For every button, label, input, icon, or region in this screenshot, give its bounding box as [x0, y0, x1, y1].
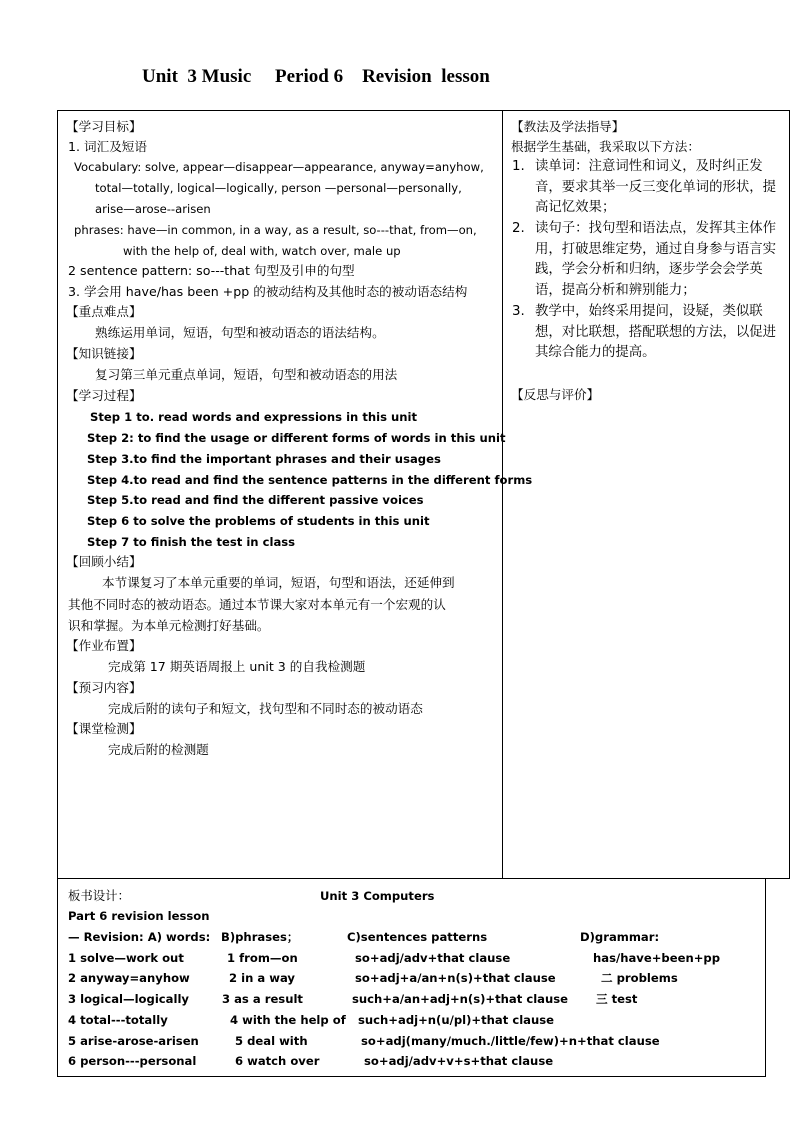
- teaching-method-cell: [502, 110, 790, 879]
- board-grammar-item: 二 problems: [601, 971, 678, 985]
- board-heading-grammar: D)grammar:: [580, 930, 660, 944]
- heading-review: 【回顾小结】: [66, 554, 142, 569]
- board-heading-sentences: C)sentences patterns: [347, 930, 488, 944]
- board-word: 5 arise-arose-arisen: [68, 1034, 199, 1048]
- goal-passive-voice: 3. 学会用 have/has been +pp 的被动结构及其他时态的被动语态结构: [68, 284, 468, 299]
- phrases-line-1: phrases: have—in common, in a way, as a result, so---that, from—on,: [74, 223, 477, 237]
- method-item-text: 教学中，始终采用提问，设疑，类似联想，对比联想，搭配联想的方法，以促进其综合能力的提高。: [535, 304, 777, 360]
- vocabulary-line-2: total—totally, logical—logically, person —personal—personally,: [95, 181, 462, 195]
- board-sentence-pattern: so+adj(many/much./little/few)+n+that clause: [361, 1034, 660, 1048]
- step-item: Step 6 to solve the problems of students in this unit: [87, 514, 430, 528]
- board-unit-title: Unit 3 Computers: [320, 889, 435, 903]
- key-points-text: 熟练运用单词，短语，句型和被动语态的语法结构。: [95, 325, 385, 340]
- board-sentence-pattern: such+adj+n(u/pl)+that clause: [358, 1013, 555, 1027]
- step-item: Step 1 to. read words and expressions in this unit: [90, 410, 418, 424]
- board-label: 板书设计：: [68, 888, 130, 903]
- board-sentence-pattern: such+a/an+adj+n(s)+that clause: [352, 992, 569, 1006]
- heading-homework: 【作业布置】: [66, 638, 142, 653]
- method-item-text: 读句子：找句型和语法点，发挥其主体作用，打破思维定势，通过自身参与语言实践，学会分析和归纳，逐步学会会学英语，提高分析和辨别能力；: [535, 221, 777, 298]
- step-item: Step 4.to read and find the sentence patterns in the different forms: [87, 473, 533, 487]
- page-title: Unit 3 Music Period 6 Revision lesson: [142, 66, 490, 87]
- heading-preview: 【预习内容】: [66, 680, 142, 695]
- study-plan-cell: [57, 110, 533, 879]
- heading-method: 【教法及学法指导】: [511, 119, 625, 134]
- board-sentence-pattern: so+adj/adv+that clause: [355, 951, 511, 965]
- phrases-line-2: with the help of, deal with, watch over, male up: [123, 244, 401, 258]
- heading-knowledge-link: 【知识链接】: [66, 346, 142, 361]
- board-phrase: 5 deal with: [235, 1034, 308, 1048]
- method-intro: 根据学生基础，我采取以下方法：: [511, 139, 700, 154]
- review-line-2: 其他不同时态的被动语态。通过本节课大家对本单元有一个宏观的认: [68, 597, 446, 612]
- step-item: Step 5.to read and find the different passive voices: [87, 493, 424, 507]
- board-word: 1 solve—work out: [68, 951, 184, 965]
- board-word: 6 person---personal: [68, 1054, 197, 1068]
- board-phrase: 3 as a result: [222, 992, 303, 1006]
- goal-sentence-pattern: 2 sentence pattern: so---that 句型及引申的句型: [68, 263, 355, 278]
- board-sentence-pattern: so+adj/adv+v+s+that clause: [364, 1054, 554, 1068]
- board-word: 3 logical—logically: [68, 992, 189, 1006]
- preview-text: 完成后附的读句子和短文，找句型和不同时态的被动语态: [108, 701, 423, 716]
- step-item: Step 2: to find the usage or different forms of words in this unit: [87, 431, 506, 445]
- homework-text: 完成第 17 期英语周报上 unit 3 的自我检测题: [108, 659, 366, 674]
- board-grammar-item: 三 test: [596, 992, 638, 1006]
- method-item-text: 读单词：注意词性和词义，及时纠正发音，要求其举一反三变化单词的形状，提高记忆效果；: [535, 159, 777, 215]
- board-grammar-item: has/have+been+pp: [593, 951, 721, 965]
- board-part: Part 6 revision lesson: [68, 909, 210, 923]
- knowledge-link-text: 复习第三单元重点单词，短语，句型和被动语态的用法: [95, 367, 398, 382]
- board-heading-phrases: B)phrases；: [221, 930, 299, 944]
- board-phrase: 4 with the help of: [230, 1013, 346, 1027]
- heading-key-points: 【重点难点】: [66, 304, 142, 319]
- board-phrase: 2 in a way: [229, 971, 295, 985]
- board-word: 4 total---totally: [68, 1013, 168, 1027]
- method-item-number: 2.: [512, 221, 525, 236]
- board-revision-words: — Revision: A) words:: [68, 930, 211, 944]
- review-line-1: 本节课复习了本单元重要的单词，短语，句型和语法，还延伸到: [102, 575, 455, 590]
- step-item: Step 7 to finish the test in class: [87, 535, 296, 549]
- review-line-3: 识和掌握。为本单元检测打好基础。: [68, 618, 270, 633]
- vocabulary-line-3: arise—arose--arisen: [95, 202, 211, 216]
- heading-process: 【学习过程】: [66, 388, 142, 403]
- board-sentence-pattern: so+adj+a/an+n(s)+that clause: [355, 971, 556, 985]
- heading-reflection: 【反思与评价】: [511, 387, 600, 402]
- heading-class-check: 【课堂检测】: [66, 721, 142, 736]
- step-item: Step 3.to find the important phrases and their usages: [87, 452, 441, 466]
- class-check-text: 完成后附的检测题: [108, 742, 209, 757]
- board-word: 2 anyway=anyhow: [68, 971, 190, 985]
- board-phrase: 6 watch over: [235, 1054, 320, 1068]
- board-design-cell: [57, 878, 766, 1077]
- goal-vocabulary: 1. 词汇及短语: [68, 139, 147, 154]
- board-phrase: 1 from—on: [227, 951, 298, 965]
- heading-goals: 【学习目标】: [66, 119, 142, 134]
- vocabulary-line-1: Vocabulary: solve, appear—disappear—appearance, anyway=anyhow,: [74, 160, 484, 174]
- method-item-number: 1.: [512, 159, 525, 174]
- method-item-number: 3.: [512, 304, 525, 319]
